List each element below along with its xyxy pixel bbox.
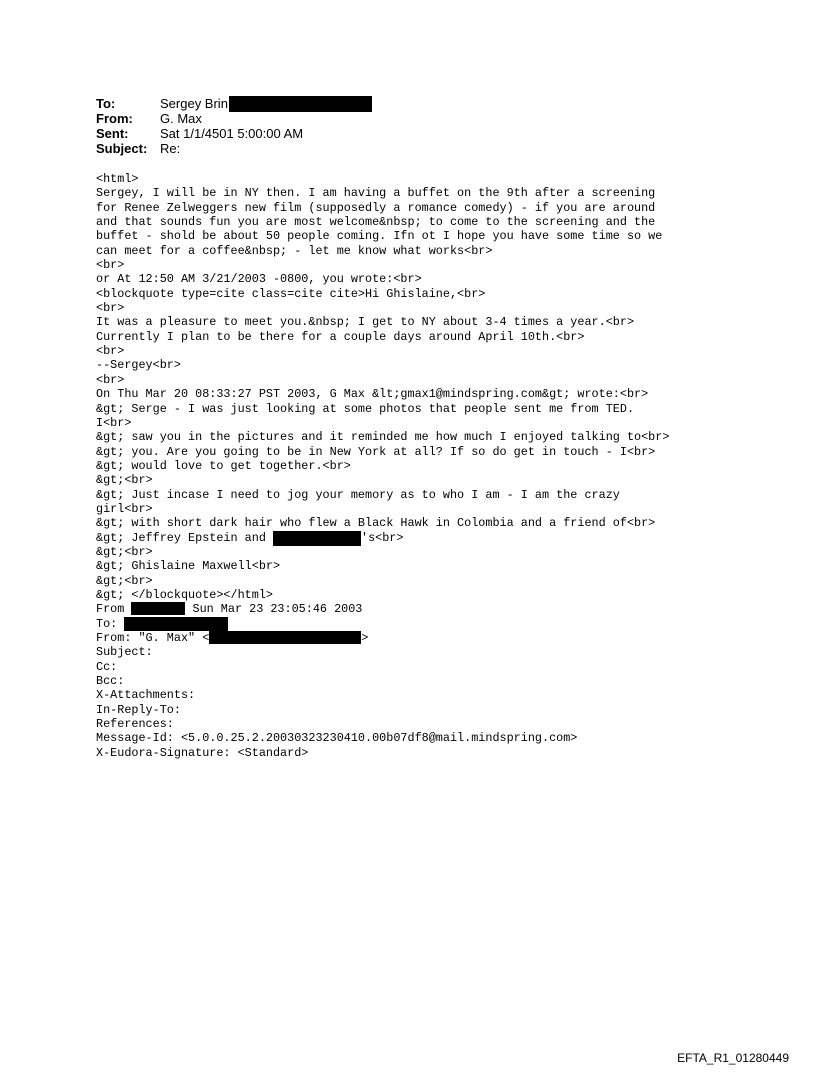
body-line: &gt;<br> xyxy=(96,544,153,559)
body-line: --Sergey<br> xyxy=(96,358,181,373)
redaction-block xyxy=(124,617,228,631)
email-header xyxy=(96,96,372,156)
redaction-block xyxy=(209,631,361,644)
body-line: References: xyxy=(96,717,174,732)
body-line: girl<br> xyxy=(96,501,153,516)
subject-row xyxy=(96,141,372,156)
to-envelope-prefix: To: xyxy=(96,616,125,631)
epstein-line-suffix: 's<br> xyxy=(360,530,404,545)
from-header-prefix: From: "G. Max" < xyxy=(96,631,210,645)
body-line: &gt; </blockquote></html> xyxy=(96,587,273,602)
redaction-block xyxy=(273,531,361,546)
body-line: &gt; with short dark hair who flew a Black Hawk in Colombia and a friend of<br> xyxy=(96,516,656,531)
body-line: &gt; you. Are you going to be in New York at all? If so do get in touch - I<br> xyxy=(96,444,656,459)
body-line: and that sounds fun you are most welcome&nbsp; to come to the screening and the xyxy=(96,215,656,230)
body-line: X-Attachments: xyxy=(96,688,196,703)
to-value: Sergey Brin xyxy=(160,96,228,111)
body-lines-after xyxy=(96,545,669,602)
to-row xyxy=(96,96,372,111)
body-line: &gt; saw you in the pictures and it reminded me how much I enjoyed talking to<br> xyxy=(96,430,670,445)
body-line: for Renee Zelweggers new film (supposedly a romance comedy) - if you are around xyxy=(96,200,656,215)
body-line: Currently I plan to be there for a couple days around April 10th.<br> xyxy=(96,329,585,344)
body-lines xyxy=(96,172,669,531)
body-tail-lines xyxy=(96,645,669,760)
sent-label: Sent: xyxy=(96,126,129,141)
body-line: <br> xyxy=(96,258,125,273)
sent-row xyxy=(96,126,372,141)
body-line: Message-Id: <5.0.0.25.2.20030323230410.00b07df8@mail.mindspring.com> xyxy=(96,731,578,746)
body-line: <br> xyxy=(96,344,125,359)
email-body xyxy=(96,172,669,760)
body-line: <br> xyxy=(96,372,125,387)
from-header-suffix: > xyxy=(361,631,369,645)
redaction-block xyxy=(229,96,372,112)
epstein-line xyxy=(96,531,669,545)
from-envelope-suffix: Sun Mar 23 23:05:46 2003 xyxy=(185,602,363,617)
body-line: Subject: xyxy=(96,645,153,660)
epstein-line-prefix: &gt; Jeffrey Epstein and xyxy=(96,530,273,545)
body-line: It was a pleasure to meet you.&nbsp; I get to NY about 3-4 times a year.<br> xyxy=(96,315,635,330)
from-envelope-prefix: From xyxy=(96,602,132,617)
body-line: In-Reply-To: xyxy=(96,702,181,717)
subject-value: Re: xyxy=(160,141,181,156)
body-line: On Thu Mar 20 08:33:27 PST 2003, G Max &lt;gmax1@mindspring.com&gt; wrote:<br> xyxy=(96,387,649,402)
to-envelope-line xyxy=(96,617,669,631)
body-line: &gt; Ghislaine Maxwell<br> xyxy=(96,559,281,574)
body-line: &gt; Serge - I was just looking at some photos that people sent me from TED. xyxy=(96,401,635,416)
from-envelope-line xyxy=(96,602,669,616)
body-line: Bcc: xyxy=(96,674,125,689)
body-line: I<br> xyxy=(96,415,132,430)
body-line: X-Eudora-Signature: <Standard> xyxy=(96,745,309,760)
redaction-block xyxy=(131,602,185,615)
body-line: <br> xyxy=(96,301,125,316)
sent-value: Sat 1/1/4501 5:00:00 AM xyxy=(160,126,304,141)
body-line: &gt;<br> xyxy=(96,573,153,588)
body-line: buffet - shold be about 50 people coming. Ifn ot I hope you have some time so we xyxy=(96,229,663,244)
document-id: EFTA_R1_01280449 xyxy=(677,1051,789,1065)
body-line: <html> xyxy=(96,172,139,186)
from-label: From: xyxy=(96,111,133,126)
body-line: &gt; would love to get together.<br> xyxy=(96,458,351,473)
body-line: Sergey, I will be in NY then. I am having a buffet on the 9th after a screening xyxy=(96,186,656,201)
body-line: Cc: xyxy=(96,659,118,674)
to-label: To: xyxy=(96,96,116,111)
body-line: <blockquote type=cite class=cite cite>Hi Ghislaine,<br> xyxy=(96,286,486,301)
body-line: can meet for a coffee&nbsp; - let me know what works<br> xyxy=(96,243,493,258)
body-line: &gt; Just incase I need to jog your memory as to who I am - I am the crazy xyxy=(96,487,620,502)
body-line: &gt;<br> xyxy=(96,473,153,488)
body-line: or At 12:50 AM 3/21/2003 -0800, you wrote:<br> xyxy=(96,272,422,287)
subject-label: Subject: xyxy=(96,141,148,156)
from-value: G. Max xyxy=(160,111,202,126)
from-header-line xyxy=(96,631,669,645)
from-row xyxy=(96,111,372,126)
